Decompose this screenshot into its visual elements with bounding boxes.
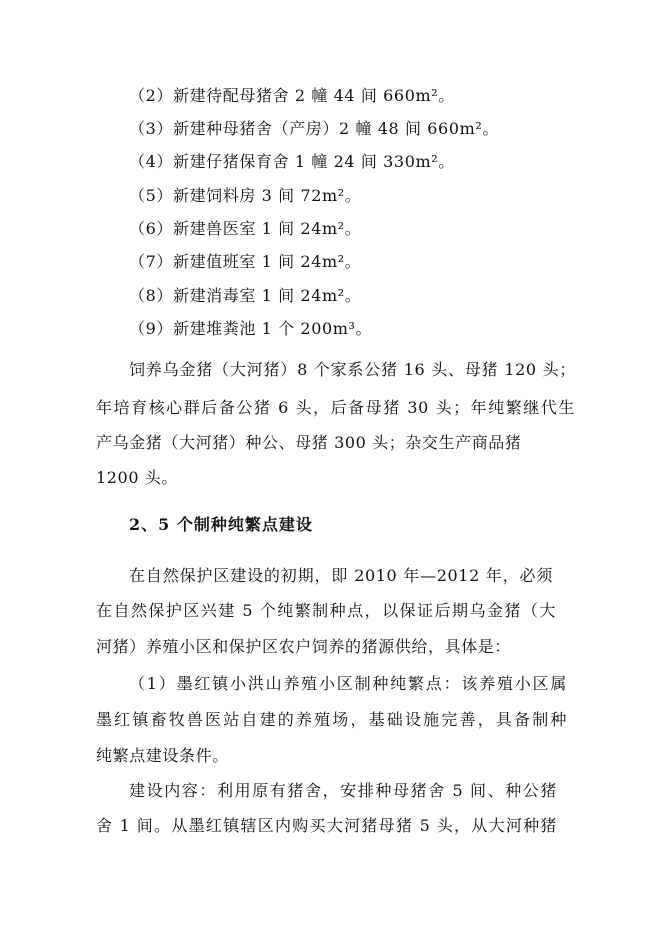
paragraph-feeding-line-3: 产乌金猪（大河猪）种公、母猪 300 头；杂交生产商品猪 (96, 433, 522, 452)
paragraph-site1-line-3: 纯繁点建设条件。 (96, 746, 229, 765)
list-item-9: （9）新建堆粪池 1 个 200m³。 (129, 319, 373, 338)
paragraph-content-line-1: 建设内容：利用原有猪舍，安排种母猪舍 5 间、种公猪 (129, 781, 557, 800)
paragraph-intro-line-3: 河猪）养殖小区和保护区农户饲养的猪源供给，具体是： (96, 637, 512, 656)
list-item-3: （3）新建种母猪舍（产房）2 幢 48 间 660m²。 (129, 119, 499, 138)
list-item-6: （6）新建兽医室 1 间 24m²。 (129, 219, 362, 238)
paragraph-feeding-line-4: 1200 头。 (96, 468, 179, 487)
list-item-4: （4）新建仔猪保育舍 1 幢 24 间 330m²。 (129, 152, 455, 171)
paragraph-feeding-line-1: 饲养乌金猪（大河猪）8 个家系公猪 16 头、母猪 120 头； (129, 360, 576, 379)
section-heading: 2、5 个制种纯繁点建设 (129, 515, 313, 534)
list-item-2: （2）新建待配母猪舍 2 幢 44 间 660m²。 (129, 86, 455, 105)
paragraph-feeding-line-2: 年培育核心群后备公猪 6 头，后备母猪 30 头；年纯繁继代生 (96, 398, 575, 417)
paragraph-intro-line-2: 在自然保护区兴建 5 个纯繁制种点，以保证后期乌金猪（大 (96, 601, 556, 620)
list-item-8: （8）新建消毒室 1 间 24m²。 (129, 286, 362, 305)
paragraph-content-line-2: 舍 1 间。从墨红镇辖区内购买大河猪母猪 5 头，从大河种猪 (96, 816, 557, 835)
list-item-5: （5）新建饲料房 3 间 72m²。 (129, 186, 362, 205)
paragraph-site1-line-2: 墨红镇畜牧兽医站自建的养殖场，基础设施完善，具备制种 (96, 710, 567, 729)
list-item-7: （7）新建值班室 1 间 24m²。 (129, 252, 362, 271)
paragraph-site1-line-1: （1）墨红镇小洪山养殖小区制种纯繁点：该养殖小区属 (129, 674, 567, 693)
paragraph-intro-line-1: 在自然保护区建设的初期，即 2010 年—2012 年，必须 (129, 566, 553, 585)
